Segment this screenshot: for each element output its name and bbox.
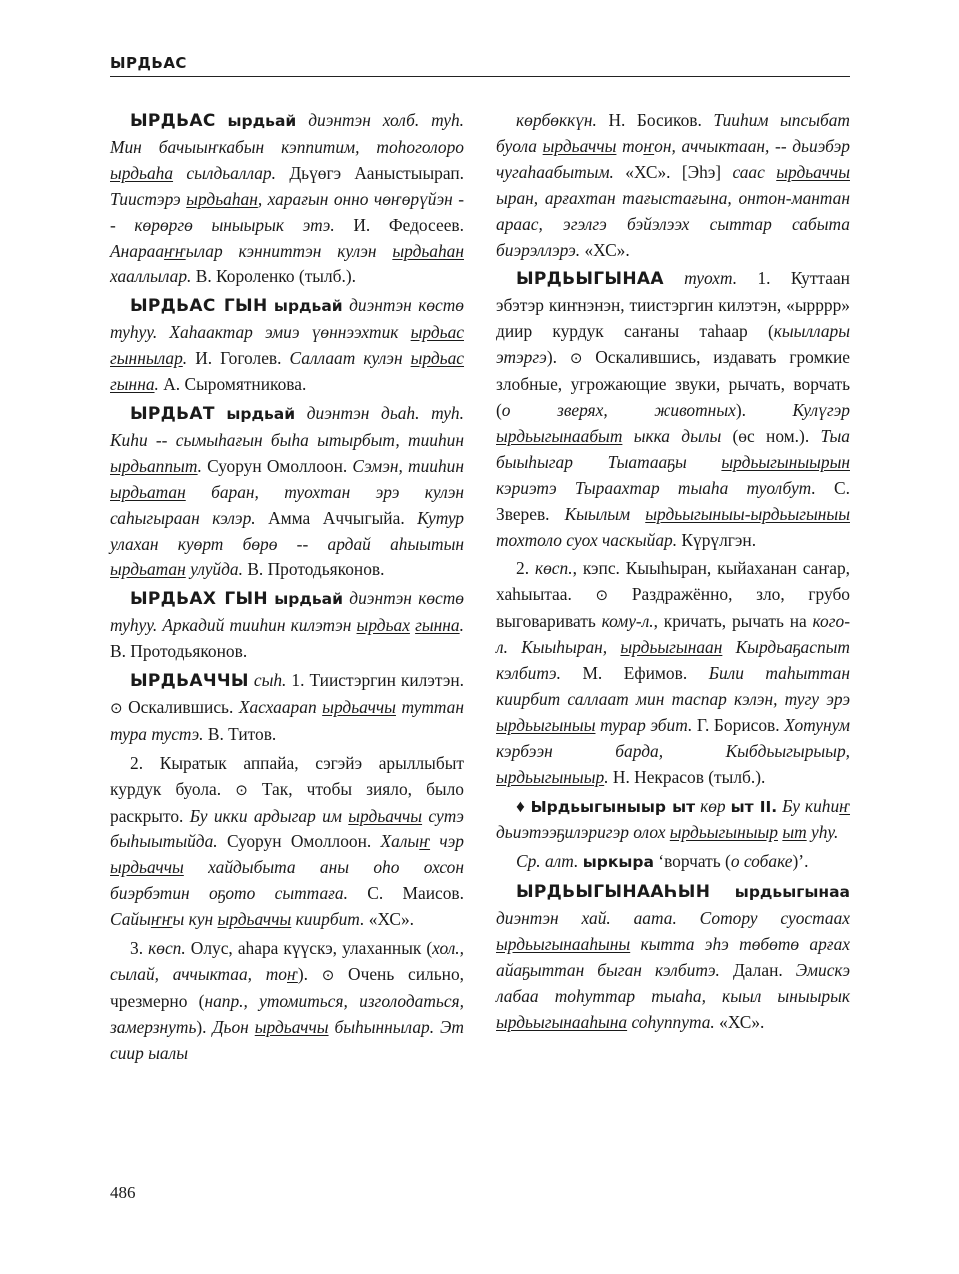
entry-text: кыыллары этэргэ: [496, 321, 850, 368]
entry-text: В. Протодьяконов.: [247, 559, 385, 580]
headword: ЫРДЬАХ ГЫН: [130, 589, 268, 610]
left-column: [110, 108, 464, 1070]
entry-text: С. Маисов.: [367, 883, 464, 904]
entry-text: ).: [196, 1016, 213, 1037]
entry-text: Амма Аччыгыйа.: [268, 507, 418, 528]
headword: ЫРДЬАС: [130, 111, 216, 131]
entry-text: Оскалившись, издавать громкие злобные, угрожающие звуки, рычать, ворчать (: [496, 347, 850, 420]
entry-text: ).: [546, 347, 570, 368]
entry-text: хааллылар.: [110, 266, 196, 287]
entry-text: «ХС».: [584, 239, 630, 260]
entry-text: диэнтэн холб. туһ. Мин бачыыҥкабын кэппитим, тоһоголоро: [110, 110, 464, 157]
entry-text: ырдьай: [273, 297, 343, 316]
headword: ЫРДЬЫГЫНААҺЫН: [516, 882, 711, 903]
entry-text: ҥ: [643, 135, 655, 156]
entry-text: [215, 403, 227, 423]
entry-text: ы кун: [172, 909, 218, 930]
entry-text: Далан.: [732, 960, 796, 980]
entry-text: ♦: [516, 795, 531, 816]
entry-text: Хасхаарап: [238, 696, 323, 717]
entry-text: он, аччыктаан, -- дьиэбэр чугаһаабытым.: [496, 135, 850, 182]
headword: ЫРДЬАТ: [130, 403, 215, 424]
entry-text: ⊙: [595, 586, 609, 605]
entry-text: ырдьатан: [110, 481, 186, 502]
entry-text: ырдьатан: [110, 559, 186, 580]
entry-text: сылдьаллар.: [173, 162, 290, 183]
entry-text: диэнтэн дьаһ. туһ. Киһи -- сымыһағын быһа ытырбыт, тииһин: [110, 402, 464, 450]
dictionary-entry: [110, 108, 464, 290]
entry-text: напр., утомиться, изголодаться, замерзнуть: [110, 990, 464, 1037]
entry-text: .: [182, 348, 196, 369]
entry-text: о собаке: [730, 851, 793, 872]
entry-text: ыт II.: [730, 797, 778, 816]
entry-text: ырдьаһан: [186, 188, 258, 209]
entry-text: көр: [695, 795, 731, 816]
entry-text: М. Ефимов.: [582, 663, 709, 684]
entry-text: ҥҥ: [150, 909, 173, 930]
entry-text: ырдьыгыныыр: [496, 766, 605, 787]
entry-text: кого-л.: [496, 611, 850, 658]
entry-text: соһуппута.: [627, 1011, 720, 1032]
entry-text: Тииһим ыпсыбат буола: [496, 110, 850, 156]
entry-text: Так, чтобы зияло, было раскрыто.: [110, 778, 464, 826]
entry-text: ырдьас: [410, 348, 465, 369]
entry-text: )’.: [792, 851, 809, 872]
dictionary-entry: [496, 266, 850, 553]
entry-text: хол., сылай, аччыктаа, то: [110, 938, 464, 984]
entry-text: улуйда.: [185, 559, 248, 580]
entry-text: Эмискэ лабаа тоһуттар тыаһа, кыыл ыныырык: [496, 960, 850, 1006]
entry-text: ҥ: [839, 795, 850, 816]
entry-text: ыкка дылы: [622, 425, 733, 446]
entry-text: Хотунум кэрбээн барда, Кыбдьыгырыыр,: [496, 714, 850, 761]
headword: ЫРДЬАС ГЫН: [130, 296, 268, 317]
running-head: [110, 54, 850, 77]
dictionary-entry: [110, 668, 464, 748]
entry-text: ырдьаһан: [392, 240, 464, 261]
entry-text: ырдьаччы: [542, 135, 617, 156]
entry-text: көсп.: [534, 558, 573, 579]
entry-text: ыт: [782, 822, 807, 843]
entry-text: дьиэтээҕилэригэр олох: [496, 822, 670, 843]
dictionary-entry: [496, 849, 850, 876]
entry-text: ⊙: [569, 349, 583, 368]
dictionary-entry: [496, 108, 850, 263]
entry-text: ырдьай: [226, 404, 296, 423]
entry-text: Били таһыттан киирбит саллаат мин таспар кэлэн, тугу эрэ: [496, 663, 850, 709]
entry-text: ырдьыгыныырын: [721, 451, 850, 472]
dictionary-entry: [110, 293, 464, 398]
entry-text: кэриэтэ Тыраахтар тыаһа туолбут.: [496, 477, 835, 498]
entry-text: туттан тура тустэ.: [110, 696, 464, 744]
entry-text: туохт.: [684, 268, 738, 289]
entry-text: 2.: [516, 558, 535, 579]
entry-text: ырдьаччы: [348, 805, 423, 826]
entry-text: ырдьыгынаан: [620, 637, 723, 658]
entry-text: гыннылар: [110, 348, 183, 369]
entry-text: ҥ: [287, 964, 298, 984]
entry-text: ырдьыгынаабыт: [496, 425, 623, 446]
entry-text: .: [604, 766, 613, 787]
entry-text: 2. Кыратык аппайа, сэгэйэ арыллыбыт курдук буола.: [110, 752, 464, 799]
entry-text: Кырдьаҕаспыт кэлбитэ.: [496, 637, 850, 684]
entry-text: Сэмэн, тииһин: [352, 455, 465, 476]
entry-text: ырдьаччы: [776, 161, 850, 182]
entry-text: [664, 268, 684, 288]
entry-text: , кричать, рычать на: [653, 611, 813, 632]
entry-text: Тыа быыһыгар Тыатааҕы: [496, 425, 850, 472]
entry-text: кому-л.: [601, 611, 654, 632]
entry-text: Дьон: [212, 1016, 255, 1037]
entry-text: ырдьай: [274, 590, 344, 609]
entry-text: Г. Борисов.: [696, 714, 785, 735]
entry-text: ырдьаччы: [110, 857, 184, 878]
entry-text: Саллаат кулэн: [289, 348, 411, 369]
entry-text: диэнтэн көстө туһуу. Аркадий тииһин килэтэн: [110, 588, 465, 636]
entry-text: кытта эһэ төбөтө арғах айаҕыттан быган кэлбитэ.: [496, 934, 850, 980]
dictionary-entry: [496, 794, 850, 847]
entry-text: Күрүлгэн.: [681, 529, 757, 550]
entry-text: В. Титов.: [207, 723, 277, 744]
entry-text: .: [154, 374, 164, 395]
entry-text: Кыылым: [564, 503, 646, 524]
entry-text: «ХС». [Эһэ]: [625, 161, 733, 182]
entry-text: ыркыра: [582, 853, 654, 872]
entry-text: ырдьай: [227, 112, 297, 130]
entry-text: гынна: [110, 374, 155, 395]
right-column: [496, 108, 850, 1039]
entry-text: ырдьыгыныыр: [669, 822, 778, 843]
entry-text: (өс ном.).: [732, 425, 821, 446]
entry-text: , кэпс. Кыыһыран, кыйаханан саҥар, хаһыытаа.: [496, 558, 850, 605]
entry-text: А. Сыромятникова.: [163, 374, 307, 395]
entry-text: ыран, арғахтан тағыстағына, онтон-мантан араас, эгэлгэ бэйэлээх сыттар сабыта биэрэллэрэ.: [496, 187, 850, 260]
entry-text: ырдьас: [410, 322, 464, 343]
entry-text: ).: [735, 399, 793, 420]
headword: ЫРДЬАЧЧЫ: [130, 671, 249, 692]
entry-text: «ХС».: [719, 1011, 765, 1032]
entry-text: то: [616, 135, 644, 156]
entry-text: ырдьаччы: [322, 696, 396, 717]
page-number: 486: [110, 1183, 136, 1202]
entry-text: Олус, аһара күүскэ, улаханнык (: [185, 938, 433, 959]
entry-text: В. Протодьяконов.: [110, 641, 248, 662]
entry-text: Кутур улахан куөрт бөрө -- ардай аһыытын: [110, 507, 465, 554]
dictionary-entry: [110, 586, 464, 665]
entry-text: көрбөккүн.: [516, 110, 609, 130]
entry-text: Очень сильно, чрезмерно (: [110, 964, 464, 1011]
entry-text: Суорун Омоллоон.: [226, 831, 381, 852]
entry-text: ылар кэнниттэн кулэн: [185, 240, 393, 261]
entry-text: сыһ.: [253, 670, 287, 691]
entry-text: Суорун Омоллоон.: [207, 455, 353, 476]
entry-text: быһыннылар. Эт сиир ыалы: [110, 1016, 464, 1063]
entry-text: Н. Босиков.: [608, 110, 714, 130]
entry-text: ырдьыгынааһыны: [496, 934, 631, 955]
entry-text: ырдьаһа: [110, 162, 174, 183]
dictionary-entry: [110, 751, 464, 933]
entry-text: тохтоло суох часкыйар.: [496, 529, 682, 550]
dictionary-entry: [110, 936, 464, 1067]
entry-text: Оскалившись.: [122, 696, 239, 717]
entry-text: уһу.: [806, 822, 839, 843]
entry-text: И. Гоголев.: [195, 348, 290, 369]
entry-text: чэр: [430, 831, 464, 852]
entry-text: киирбит.: [291, 909, 369, 930]
dictionary-entry: [110, 401, 464, 583]
entry-text: Кыыһыран,: [521, 637, 621, 658]
entry-text: ⊙: [321, 966, 335, 984]
entry-text: Раздражённо, зло, грубо выговаривать: [496, 584, 850, 632]
entry-text: хайдыбыта аны оһо охсон биэрбэтин оҕото сыттаға.: [110, 857, 464, 904]
entry-text: ҥ: [419, 831, 431, 852]
entry-text: «ХС».: [368, 909, 415, 930]
entry-text: Кулүгэр: [792, 399, 850, 420]
entry-text: 1. Тиистэргин килэтэн.: [286, 670, 464, 691]
entry-text: ).: [297, 964, 322, 984]
entry-text: .: [459, 615, 464, 636]
entry-text: ырдьаччы: [254, 1016, 329, 1037]
entry-text: ырдьах: [356, 615, 410, 636]
entry-text: ҥҥ: [164, 240, 186, 261]
entry-text: ⊙: [235, 780, 248, 799]
entry-text: гынна: [415, 615, 460, 636]
entry-text: баран, туохтан эрэ кулэн саһыгыраан кэлэр.: [110, 481, 464, 528]
entry-text: сутэ быһыытыйда.: [110, 805, 464, 852]
entry-text: ырдьыгыныы: [496, 714, 596, 735]
entry-text: ⊙: [110, 698, 123, 717]
dictionary-entry: [496, 879, 850, 1035]
entry-text: Бу киһи: [777, 795, 840, 816]
entry-text: 1. Куттаан эбэтэр киҥнэнэн, тиистэргин килэтэн, «ырррр» диир курдук саҥаны таһаар (: [496, 268, 850, 342]
entry-text: С. Зверев.: [496, 477, 850, 524]
entry-text: Сайы: [110, 909, 151, 930]
entry-text: [508, 637, 521, 657]
entry-text: о зверях, животных: [501, 399, 736, 420]
entry-text: 3.: [130, 938, 149, 959]
entry-text: , харағын онно чөҥөрүйэн -- көрөргө ыныырык этэ.: [110, 188, 465, 235]
entry-text: диэнтэн хай. аата. Сотору суостаах: [496, 908, 850, 929]
entry-text: [710, 881, 735, 901]
entry-text: Бу икки ардыгар им: [189, 805, 349, 826]
entry-text: ырдьаччы: [217, 909, 292, 930]
entry-text: турар эбит.: [595, 714, 697, 735]
entry-text: саас: [732, 161, 777, 182]
entry-text: Тиистэрэ: [110, 188, 187, 209]
entry-text: Ср. алт.: [516, 851, 579, 872]
entry-text: көсп.: [148, 938, 186, 959]
entry-text: ырдьыгынааһына: [496, 1011, 628, 1032]
entry-text: Анараа: [110, 240, 165, 261]
entry-text: диэнтэн көстө туһуу. Хаһаактар эмиэ үөннээхтик: [110, 295, 464, 343]
entry-text: ырдьыгыныы-ырдьыгыныы: [645, 503, 850, 524]
running-head-text: ЫРДЬАС: [110, 54, 187, 72]
entry-text: Ырдьыгыныыр ыт: [530, 797, 696, 816]
entry-text: Халы: [380, 831, 420, 852]
entry-text: И. Федосеев.: [353, 214, 464, 235]
entry-text: Дьүөгэ Ааныстыырап.: [289, 162, 464, 183]
entry-text: [216, 110, 228, 130]
entry-text: .: [197, 455, 208, 476]
entry-text: Н. Некрасов (тылб.).: [612, 766, 766, 787]
entry-text: ырдьаппыт: [110, 455, 198, 476]
dictionary-entry: [496, 556, 850, 790]
entry-text: В. Короленко (тылб.).: [195, 266, 357, 287]
entry-text: ырдьыгынаа: [734, 883, 850, 902]
entry-text: ‘ворчать (: [653, 851, 731, 872]
headword: ЫРДЬЫГЫНАА: [516, 269, 664, 290]
